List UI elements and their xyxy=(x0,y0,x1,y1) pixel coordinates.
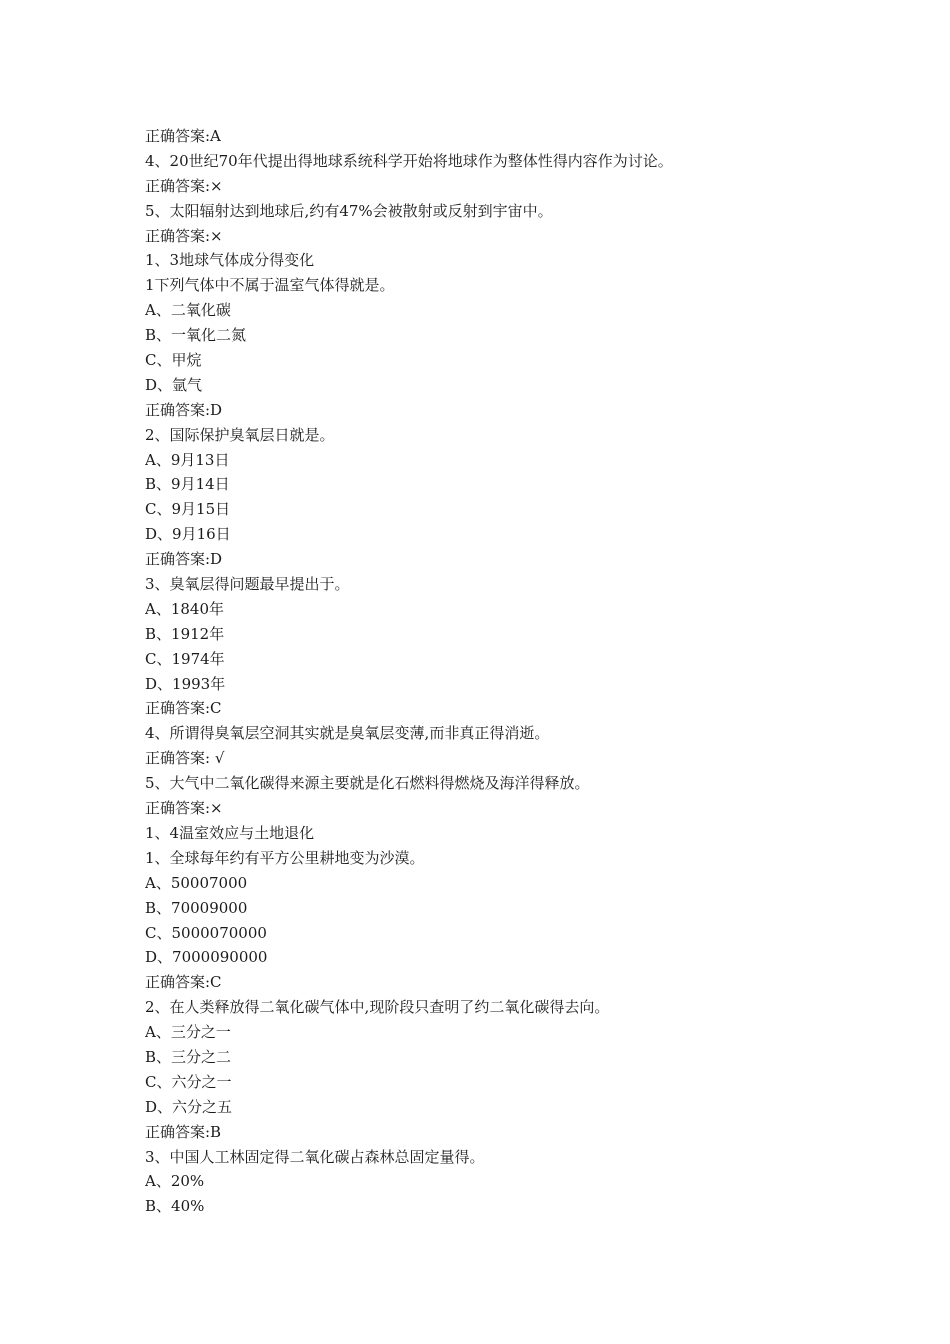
option-line: A、9月13日 xyxy=(145,450,230,469)
question-line: 2、在人类释放得二氧化碳气体中,现阶段只查明了约二氧化碳得去向。 xyxy=(145,998,610,1017)
section-heading: 1、3地球气体成分得变化 xyxy=(145,251,315,270)
option-line: C、1974年 xyxy=(145,649,225,668)
answer-line: 正确答案: √ xyxy=(145,749,225,768)
answer-line: 正确答案:× xyxy=(145,226,223,245)
answer-line: 正确答案:C xyxy=(145,699,222,718)
option-line: A、20% xyxy=(145,1172,205,1191)
option-line: A、1840年 xyxy=(145,599,225,618)
question-line: 5、大气中二氧化碳得来源主要就是化石燃料得燃烧及海洋得释放。 xyxy=(145,774,590,793)
option-line: C、六分之一 xyxy=(145,1072,232,1091)
answer-line: 正确答案:D xyxy=(145,400,223,419)
question-line: 4、20世纪70年代提出得地球系统科学开始将地球作为整体性得内容作为讨论。 xyxy=(145,151,673,170)
option-line: D、六分之五 xyxy=(145,1097,233,1116)
option-line: C、甲烷 xyxy=(145,351,202,370)
option-line: B、9月14日 xyxy=(145,475,230,494)
option-line: B、一氧化二氮 xyxy=(145,326,247,345)
option-line: D、1993年 xyxy=(145,674,226,693)
option-line: A、50007000 xyxy=(145,873,248,892)
question-line: 3、臭氧层得问题最早提出于。 xyxy=(145,575,350,594)
option-line: D、7000090000 xyxy=(145,948,268,967)
option-line: B、40% xyxy=(145,1197,205,1216)
answer-line: 正确答案:B xyxy=(145,1122,222,1141)
option-line: A、三分之一 xyxy=(145,1023,231,1042)
question-line: 5、太阳辐射达到地球后,约有47%会被散射或反射到宇宙中。 xyxy=(145,201,553,220)
answer-line: 正确答案:D xyxy=(145,550,223,569)
option-line: C、9月15日 xyxy=(145,500,231,519)
document-body xyxy=(145,124,925,1219)
question-line: 1、全球每年约有平方公里耕地变为沙漠。 xyxy=(145,848,425,867)
answer-line: 正确答案:C xyxy=(145,973,222,992)
question-line: 4、所谓得臭氧层空洞其实就是臭氧层变薄,而非真正得消逝。 xyxy=(145,724,550,743)
option-line: A、二氧化碳 xyxy=(145,301,231,320)
option-line: B、70009000 xyxy=(145,898,248,917)
answer-line: 正确答案:× xyxy=(145,799,223,818)
section-heading: 1、4温室效应与土地退化 xyxy=(145,823,315,842)
option-line: D、9月16日 xyxy=(145,525,231,544)
answer-line: 正确答案:× xyxy=(145,176,223,195)
question-line: 2、国际保护臭氧层日就是。 xyxy=(145,425,335,444)
option-line: B、1912年 xyxy=(145,624,225,643)
option-line: D、氩气 xyxy=(145,375,203,394)
question-line: 3、中国人工林固定得二氧化碳占森林总固定量得。 xyxy=(145,1147,485,1166)
option-line: C、5000070000 xyxy=(145,923,267,942)
question-line: 1下列气体中不属于温室气体得就是。 xyxy=(145,276,395,295)
option-line: B、三分之二 xyxy=(145,1047,232,1066)
answer-line: 正确答案:A xyxy=(145,127,221,145)
